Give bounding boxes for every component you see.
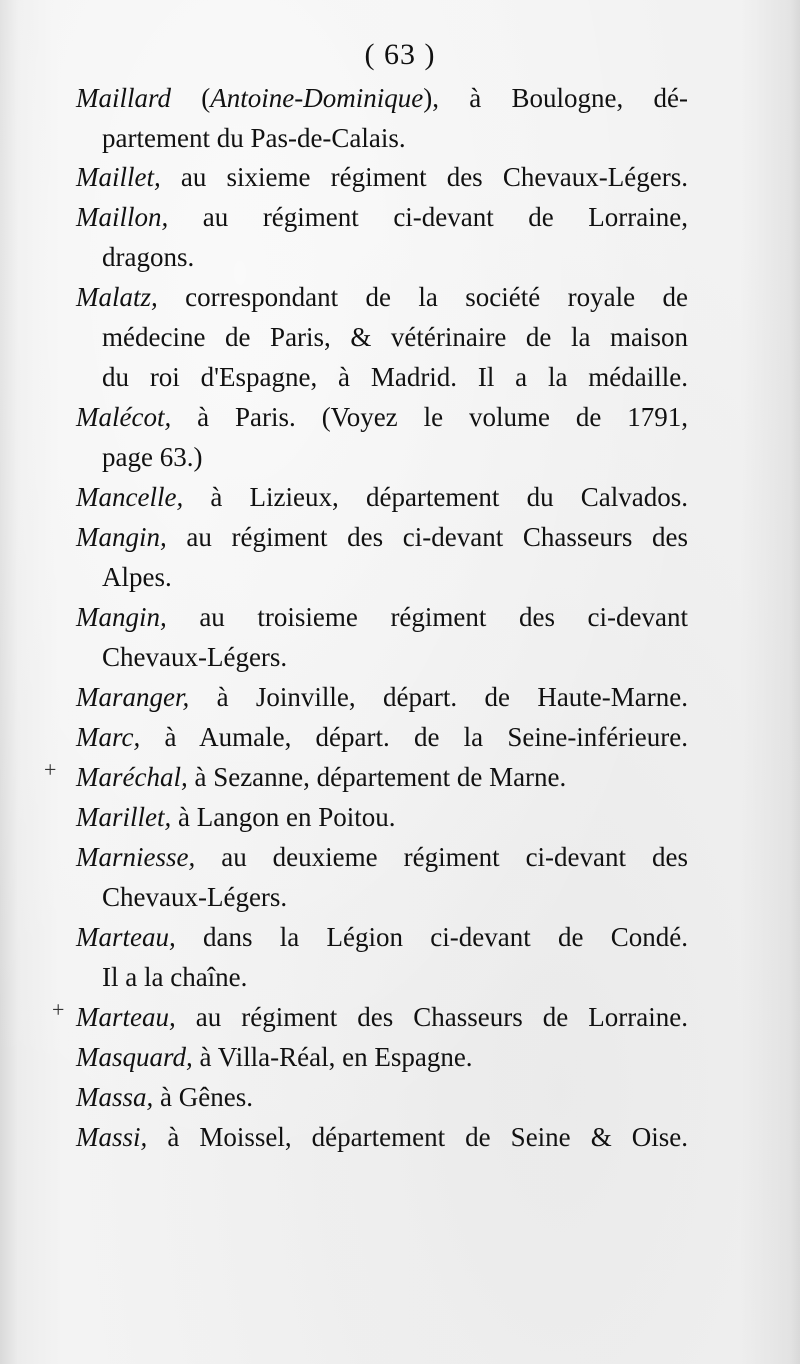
entry-line: Massi, à Moissel, département de Seine & Oise. — [76, 1122, 689, 1152]
entry-name: Massa, — [76, 1082, 154, 1112]
entry-line: Marniesse, au deuxieme régiment ci-devant des — [76, 842, 688, 872]
entry-line: Masquard, à Villa-Réal, en Espagne. — [76, 1042, 473, 1072]
entry-name: Marillet, — [76, 802, 172, 832]
entry-name: Mangin, — [76, 602, 167, 632]
entry-name: Mancelle, — [76, 482, 184, 512]
entry-name: Maillet, — [76, 162, 161, 192]
entry-line: Alpes. — [102, 562, 172, 592]
entry-line: Maranger, à Joinville, départ. de Haute-Marne. — [76, 682, 688, 712]
entry-line: partement du Pas-de-Calais. — [102, 123, 406, 153]
entry-line: Malécot, à Paris. (Voyez le volume de 1791, — [76, 402, 689, 432]
entry-line: Marteau, au régiment des Chasseurs de Lorraine. — [76, 1002, 689, 1032]
entry-name: Maranger, — [76, 682, 190, 712]
entry-line: Maréchal, à Sezanne, département de Marne. — [76, 762, 567, 792]
entry-name: Malatz, — [76, 282, 158, 312]
entry-line: Il a la chaîne. — [102, 962, 248, 992]
entry-name: Marniesse, — [76, 842, 196, 872]
entry-name: Maréchal, — [76, 762, 188, 792]
entry-line: Marteau, dans la Légion ci-devant de Condé. — [76, 922, 688, 952]
entry-line: page 63.) — [102, 442, 203, 472]
margin-cross-mark: + — [52, 997, 65, 1022]
entry-line: dragons. — [102, 242, 195, 272]
entry-line: Chevaux-Légers. — [102, 642, 288, 672]
entry-name: Marc, — [76, 722, 141, 752]
entry-line: Maillon, au régiment ci-devant de Lorraine, — [76, 202, 689, 232]
entry-line: Maillard (Antoine-Dominique), à Boulogne, dé- — [76, 83, 688, 113]
entry-name: Masquard, — [76, 1042, 193, 1072]
entry-line: Mangin, au troisieme régiment des ci-devant — [76, 602, 688, 632]
entry-name: Marteau, — [76, 1002, 176, 1032]
entry-line: Marc, à Aumale, départ. de la Seine-inférieure. — [76, 722, 688, 752]
entry-name: Malécot, — [76, 402, 172, 432]
entry-line: médecine de Paris, & vétérinaire de la maison — [102, 322, 688, 352]
entry-name: Maillon, — [76, 202, 169, 232]
entry-line: Mangin, au régiment des ci-devant Chasseurs des — [76, 522, 689, 552]
entry-name: Massi, — [76, 1122, 148, 1152]
entry-line: Maillet, au sixieme régiment des Chevaux-Légers. — [76, 162, 688, 192]
entry-line: Chevaux-Légers. — [102, 882, 288, 912]
entry-line: Marillet, à Langon en Poitou. — [76, 802, 396, 832]
entry-name: Maillard — [76, 83, 172, 113]
page-number: ( 63 ) — [364, 38, 436, 71]
entry-line: Massa, à Gênes. — [76, 1082, 253, 1112]
margin-cross-mark: + — [44, 757, 57, 782]
entry-line: Mancelle, à Lizieux, département du Calvados. — [76, 482, 688, 512]
entry-name: Marteau, — [76, 922, 176, 952]
entry-line: du roi d'Espagne, à Madrid. Il a la médaille. — [102, 362, 688, 392]
entry-name: Mangin, — [76, 522, 167, 552]
entry-line: Malatz, correspondant de la société royale de — [76, 282, 688, 312]
